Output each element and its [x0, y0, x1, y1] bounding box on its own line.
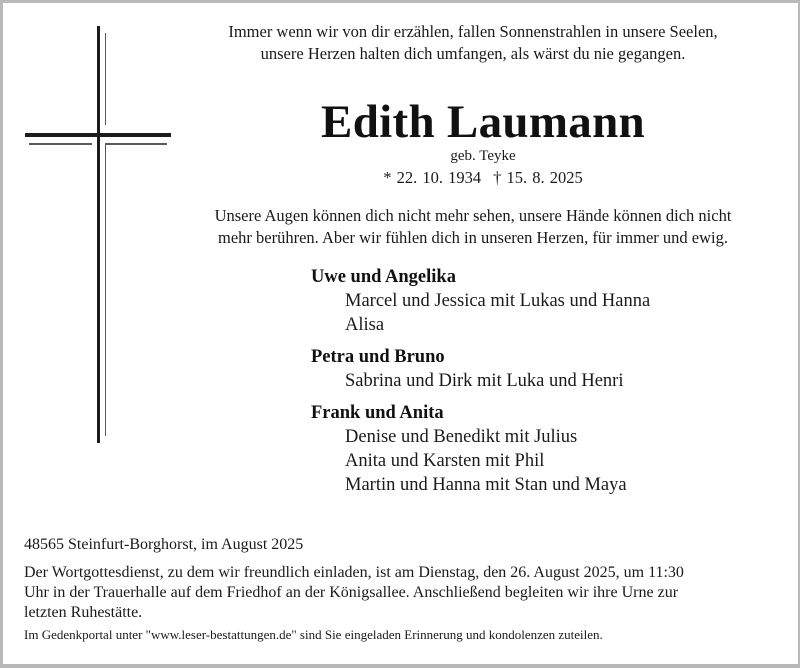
- family-group: [311, 345, 751, 393]
- birth-star-icon: *: [383, 168, 392, 187]
- service-announcement: [24, 563, 784, 623]
- family-member: Martin und Hanna mit Stan und Maya: [345, 475, 627, 495]
- cross-shadow-left: [29, 143, 92, 145]
- place-and-date: 48565 Steinfurt-Borghorst, im August 2025: [24, 536, 304, 553]
- family-group: [311, 265, 751, 337]
- family-member: Sabrina und Dirk mit Luka und Henri: [345, 371, 624, 391]
- memorial-verse: [183, 205, 763, 249]
- cross-shadow-lower: [105, 143, 106, 436]
- family-group: [311, 401, 751, 497]
- family-member: Anita und Karsten mit Phil: [345, 451, 545, 471]
- motto-line: unsere Herzen halten dich umfangen, als wärst du nie gegangen.: [260, 44, 686, 63]
- verse-line: mehr berühren. Aber wir fühlen dich in unseren Herzen, für immer und ewig.: [218, 228, 728, 247]
- death-dagger-icon: †: [493, 168, 502, 187]
- cross-shadow-upper: [105, 33, 106, 125]
- memorial-portal-note: Im Gedenkportal unter "www.leser-bestattungen.de" sind Sie eingeladen Erinnerung und kondolenzen zuteilen.: [24, 627, 603, 642]
- death-date: 15. 8. 2025: [506, 168, 583, 187]
- service-line: letzten Ruhestätte.: [24, 604, 143, 621]
- family-head: Frank und Anita: [311, 403, 444, 423]
- cross-shadow-right: [105, 143, 167, 145]
- service-line: Der Wortgottesdienst, zu dem wir freundlich einladen, ist am Dienstag, den 26. August 2025, um 11:30: [24, 564, 684, 581]
- cross-horizontal-bar: [25, 133, 171, 137]
- cross-vertical-bar: [97, 26, 100, 443]
- service-line: Uhr in der Trauerhalle auf dem Friedhof an der Königsallee. Anschließend begleiten wir ihre Urne zur: [24, 584, 679, 601]
- family-head: Uwe und Angelika: [311, 267, 456, 287]
- maiden-name: geb. Teyke: [450, 148, 516, 164]
- family-list: [311, 265, 751, 505]
- life-dates: [273, 167, 693, 189]
- family-head: Petra und Bruno: [311, 347, 445, 367]
- motto-line: Immer wenn wir von dir erzählen, fallen Sonnenstrahlen in unsere Seelen,: [228, 22, 718, 41]
- obituary-page: [3, 3, 798, 664]
- deceased-name: Edith Laumann: [321, 96, 645, 148]
- motto-verse: [193, 21, 753, 65]
- family-member: Alisa: [345, 315, 385, 335]
- verse-line: Unsere Augen können dich nicht mehr sehen, unsere Hände können dich nicht: [214, 206, 732, 225]
- family-member: Denise und Benedikt mit Julius: [345, 427, 578, 447]
- family-member: Marcel und Jessica mit Lukas und Hanna: [345, 291, 651, 311]
- birth-date: 22. 10. 1934: [396, 168, 482, 187]
